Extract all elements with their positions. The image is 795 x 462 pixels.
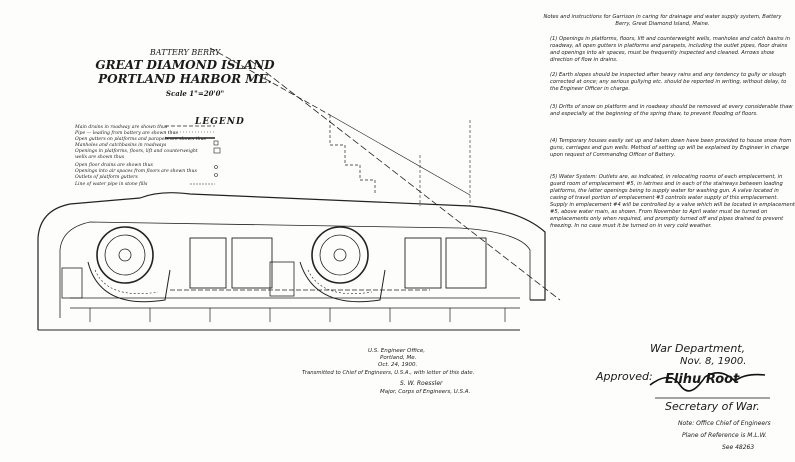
fortification-outline: [38, 193, 545, 330]
notes-heading: Notes and instructions for Garrison in caring for drainage and water supply system, Battery Berry, Great Diamond Island, Maine.: [543, 14, 782, 27]
note-item-3: (3) Drifts of snow on platform and in roadway should be removed at every considerable thaw and especially at the beginning of the spring thaw, to prevent flooding of floors.: [550, 104, 793, 117]
engineer-title: Major, Corps of Engineers, U.S.A.: [380, 389, 471, 395]
legend-item: Line of water pipe in stone fills: [75, 182, 148, 187]
room-2: [405, 238, 441, 288]
legend-item: Open floor drains are shown thus: [75, 163, 153, 168]
harbor-name: PORTLAND HARBOR ME.: [98, 72, 272, 86]
legend-title: LEGEND: [195, 117, 245, 127]
room-1: [190, 238, 226, 288]
war-department: War Department,: [650, 342, 746, 355]
legend-item: Main drains in roadway are shown thus: [75, 125, 168, 130]
legend-item: Outlets of platform gutters: [75, 175, 138, 180]
note-item-5: (5) Water System: Outlets are, as indicated, in relocating rooms of each emplacement, in guard room of emplacement #5, in latrines and in each of the stairways between loading platforms, the latter openings being to supply water for washing gun. A valve located in casing of travel portion of emplacement #3 controls water supply of this emplacement. Supply in emplacement #4 will be controlled by a valve which will be located in emplacement #5, above water main, as shown. From November to April water must be turned on emplacements only when required, and promptly turned off and pipes drained to prevent freezing. In no case must it be turned on in very cold weather.: [550, 174, 795, 229]
office-date: Oct. 24, 1900.: [378, 362, 418, 368]
battery-name: BATTERY BERRY: [149, 48, 221, 57]
approved-label: Approved:: [596, 370, 653, 383]
note-item-1: (1) Openings in platforms, floors, lift and counterweight wells, manholes and catch basins in roadway, all open gutters in platforms and parapets, including the outlet pipes, floor drains and openings into air spaces, must be frequently inspected and cleaned. Arrows show direction of flow in drains.: [550, 36, 790, 63]
legend-item: Openings in platforms, floors, lift and counterweight: [75, 149, 198, 154]
island-name: GREAT DIAMOND ISLAND: [95, 58, 275, 72]
office-line-1: U.S. Engineer Office,: [368, 348, 425, 354]
engineer-signature: S. W. Roessler: [400, 380, 443, 387]
legend-item: Manholes and catchbasins in roadways: [75, 143, 167, 148]
legend-item: Open gutters on platforms and parapets are shown thus: [75, 137, 206, 142]
footer-note-3: See 48263: [722, 444, 755, 451]
approval-date: Nov. 8, 1900.: [680, 356, 747, 367]
legend-item: Pipe — leading from battery are shown thus: [75, 131, 178, 136]
note-item-4: (4) Temporary houses easily set up and taken down have been provided to house snow from guns, carriages and gun wells. Method of setting up will be explained by Engineer in charge upon request of Commanding Officer of Battery.: [550, 138, 792, 158]
legend-item: wells are shown thus: [75, 155, 125, 160]
legend-item: Openings into air spaces from floors are shown thus: [75, 169, 197, 174]
scale-label: Scale 1"=20'0": [165, 89, 225, 98]
secretary-of-war: Secretary of War.: [665, 400, 760, 413]
footer-note-1: Note: Office Chief of Engineers: [678, 420, 771, 427]
footer-note-2: Plane of Reference is M.L.W.: [682, 432, 767, 439]
office-line-2: Portland, Me.: [380, 355, 417, 361]
approval-signature: Elihu Root: [665, 372, 740, 387]
inner-wall-line: [60, 222, 530, 318]
note-item-2: (2) Earth slopes should be inspected after heavy rains and any tendency to gully or slough corrected at once; any serious gullying etc. should be reported in writing, without delay, to the Engineer Officer in charge.: [550, 72, 787, 92]
transmittal-text: Transmitted to Chief of Engineers, U.S.A., with letter of this date.: [302, 370, 475, 376]
